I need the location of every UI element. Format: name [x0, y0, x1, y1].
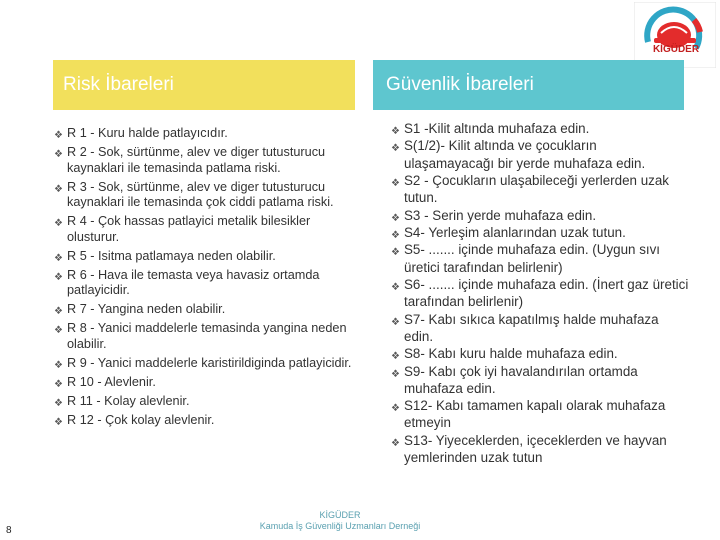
list-item: ❖ R 3 - Sok, sürtünme, alev ve diger tutusturucu kaynaklari ile temasinda çok ciddi patlama riski. — [54, 179, 334, 209]
risk-statements-header: Risk İbareleri — [53, 60, 355, 110]
diamond-bullet-icon: ❖ — [54, 397, 63, 409]
list-item: ❖ R 2 - Sok, sürtünme, alev ve diger tutusturucu kaynaklari ile temasinda patlama riski. — [54, 145, 326, 175]
diamond-bullet-icon: ❖ — [54, 252, 63, 264]
list-item: ❖ S4- Yerleşim alanlarından uzak tutun. — [390, 224, 690, 241]
diamond-bullet-icon: ❖ — [54, 183, 63, 195]
diamond-bullet-icon: ❖ — [54, 416, 63, 428]
list-item: ❖ R 11 - Kolay alevlenir. — [53, 394, 358, 410]
list-item: ❖ S9- Kabı çok iyi havalandırılan ortamda muhafaza edin. — [391, 363, 638, 396]
list-item: ❖ R 10 - Alevlenir. — [53, 375, 358, 391]
safety-statements-header: Güvenlik İbareleri — [373, 60, 684, 110]
list-item: ❖ S(1/2)- Kilit altında ve çocukların ulaşamayacağı bir yerde muhafaza edin. — [391, 138, 646, 171]
diamond-bullet-icon: ❖ — [391, 126, 400, 137]
list-item: ❖ R 9 - Yanici maddelerle karistirildiginda patlayicidir. — [53, 356, 358, 372]
diamond-bullet-icon: ❖ — [54, 378, 63, 390]
list-item: ❖ S3 - Serin yerde muhafaza edin. — [390, 207, 690, 224]
list-item: ❖ R 1 - Kuru halde patlayıcıdır. — [53, 126, 358, 142]
diamond-bullet-icon: ❖ — [54, 271, 63, 283]
list-item: ❖ S12- Kabı tamamen kapalı olarak muhafaza etmeyin — [391, 398, 666, 431]
list-item: ❖ R 6 - Hava ile temasta veya havasiz ortamda patlayicidir. — [54, 267, 320, 297]
page-number: 8 — [6, 525, 12, 536]
diamond-bullet-icon: ❖ — [54, 130, 63, 141]
list-item: ❖ R 4 - Çok hassas patlayici metalik bilesikler olusturur. — [54, 214, 311, 244]
list-item: ❖ S13- Yiyeceklerden, içeceklerden ve hayvan yemlerinden uzak tutun — [391, 432, 667, 465]
list-item: ❖ S5- ....... içinde muhafaza edin. (Uygun sıvı üretici tarafından belirlenir) — [391, 242, 661, 275]
safety-statements-list — [390, 120, 690, 466]
diamond-bullet-icon: ❖ — [391, 177, 400, 189]
list-item: ❖ R 8 - Yanici maddelerle temasinda yangina neden olabilir. — [54, 321, 347, 351]
list-item: ❖ R 12 - Çok kolay alevlenir. — [53, 413, 358, 429]
diamond-bullet-icon: ❖ — [54, 218, 63, 229]
logo-text: KİGÜDER — [652, 44, 700, 55]
diamond-bullet-icon: ❖ — [391, 351, 400, 363]
list-item: ❖ R 7 - Yangina neden olabilir. — [53, 302, 358, 318]
diamond-bullet-icon: ❖ — [391, 247, 400, 259]
diamond-bullet-icon: ❖ — [54, 325, 63, 336]
diamond-bullet-icon: ❖ — [54, 359, 63, 371]
list-item: ❖ S1 -Kilit altında muhafaza edin. — [390, 120, 690, 137]
diamond-bullet-icon: ❖ — [54, 306, 63, 317]
footer-org-short: KİGÜDER — [319, 510, 361, 520]
diamond-bullet-icon: ❖ — [54, 149, 63, 160]
list-item: ❖ R 5 - Isitma patlamaya neden olabilir. — [53, 249, 358, 265]
diamond-bullet-icon: ❖ — [391, 316, 400, 328]
diamond-bullet-icon: ❖ — [391, 212, 400, 224]
kiguder-logo — [634, 2, 716, 68]
diamond-bullet-icon: ❖ — [391, 437, 400, 449]
diamond-bullet-icon: ❖ — [391, 229, 400, 241]
list-item: ❖ S7- Kabı sıkıca kapatılmış halde muhafaza edin. — [391, 311, 659, 344]
diamond-bullet-icon: ❖ — [391, 143, 400, 155]
kiguder-helmet-logo-icon — [634, 2, 716, 68]
diamond-bullet-icon: ❖ — [391, 281, 400, 293]
list-item: ❖ S6- ....... içinde muhafaza edin. (İnert gaz üretici tarafından belirlenir) — [391, 276, 689, 310]
list-item: ❖ S2 - Çocukların ulaşabileceği yerlerden uzak tutun. — [391, 172, 669, 206]
footer-org-full: Kamuda İş Güvenliği Uzmanları Derneği — [259, 521, 421, 531]
footer — [230, 510, 450, 532]
list-item: ❖ S8- Kabı kuru halde muhafaza edin. — [390, 345, 690, 362]
risk-statements-list — [53, 126, 358, 432]
diamond-bullet-icon: ❖ — [391, 368, 400, 380]
diamond-bullet-icon: ❖ — [391, 403, 400, 415]
